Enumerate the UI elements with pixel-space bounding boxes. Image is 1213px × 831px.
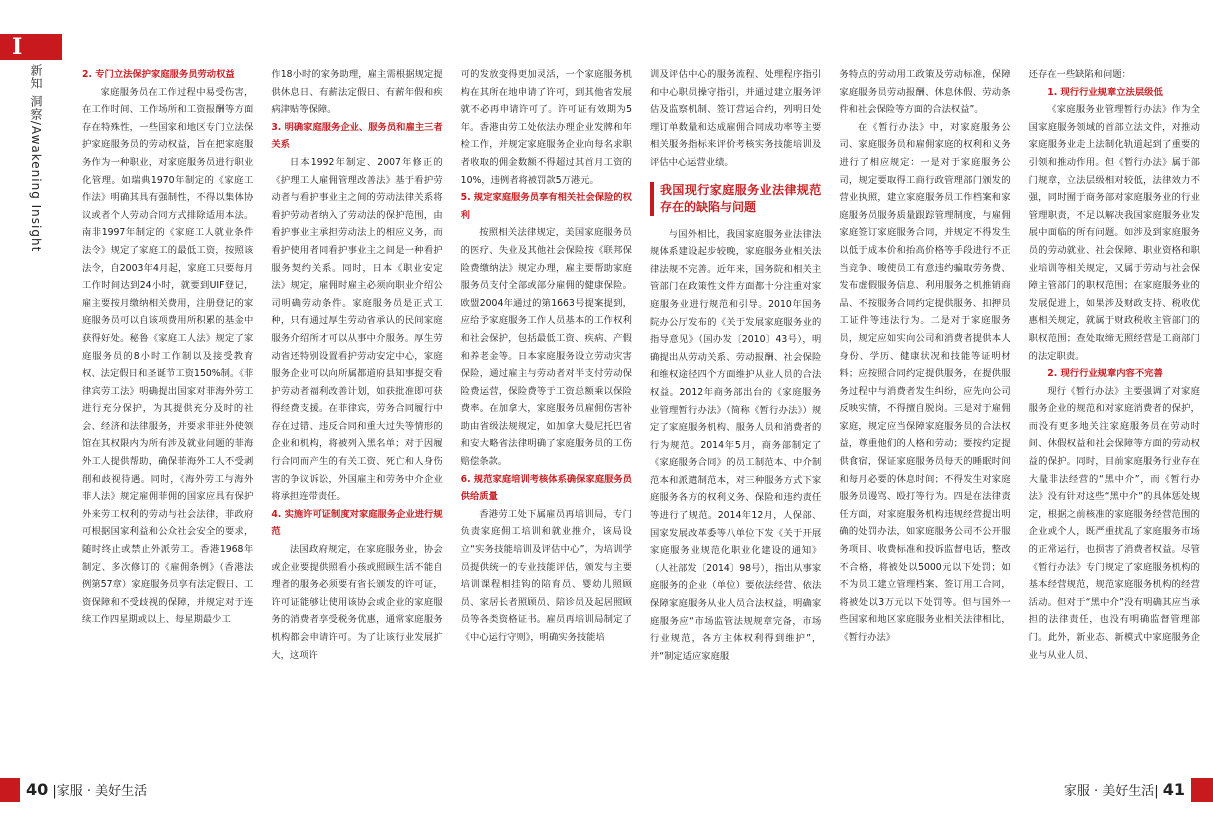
subheading: 5. 规定家庭服务员享有相关社会保险的权利 — [460, 192, 632, 221]
page-footer — [0, 778, 1213, 808]
paragraph: 与国外相比，我国家庭服务业法律法规体系建设起步较晚，家庭服务业相关法律法规不完善。近年来，国务院和相关主管部门在政策性文件方面都十分注重对家庭服务业进行规范和引导。2010年国务院办公厅发布的《关于发展家庭服务业的指导意见》（国办发〔2010〕43号），明确提出从劳动关系、劳动报酬、社会保险和维权途径四个方面维护从业人员的合法权益。2012年商务部出台的《家庭服务业管理暂行办法》（简称《暂行办法》）规定了家庭服务机构、服务人员和消费者的行为规范。2014年5月，商务部制定了《家庭服务合同》的员工制范本、中介制范本和派遣制范本，对三种服务方式下家庭服务各方的权利义务、保险和违约责任等进行了规范。2014年12月，人保部、国家发展改革委等八单位下发《关于开展家庭服务业规范化职业化建设的通知》（人社部发〔2014〕98号），指出从事家庭服务的企业（单位）要依法经营、依法保障家庭服务从业人员合法权益，明确家庭服务应“市场监管法规规章完备，市场行业规范，各方主体权利得到维护”，并“制定适应家庭服 — [649, 228, 822, 662]
paragraph: 《家庭服务业管理暂行办法》作为全国家庭服务领域的首部立法文件，对推动家庭服务业走上法制化轨道起到了重要的引领和推动作用。但《暂行办法》属于部门规章，立法层级相对较低，法律效力不强，同时囿于商务部对家庭服务业的行业管理职责，不足以解决我国家庭服务业发展中面临的所有问题。如涉及到家庭服务员的劳动就业、社会保障、职业资格和职业培训等相关规定，又属于劳动与社会保障主管部门的职权范围；在家庭服务业的发展促进上，如果涉及财政支持、税收优惠相关规定，就属于财政税收主管部门的职权范围；查处取缔无照经营是工商部门的法定职责。 — [1028, 104, 1200, 362]
article-body — [82, 66, 1200, 774]
paragraph: 还存在一些缺陷和问题： — [1028, 69, 1131, 80]
subheading: 4. 实施许可证制度对家庭服务企业进行规范 — [271, 508, 443, 538]
subheading: 6. 规范家庭培训考核体系确保家庭服务员供给质量 — [460, 473, 632, 503]
paragraph: 法国政府规定，在家庭服务业，协会或企业要提供照看小孩或照顾生活不能自理者的服务必须要有省长颁发的许可证，许可证能够让使用该协会或企业的家庭服务的消费者享受税务优惠，通常家庭服务机构都会申请许可。为了让该行业发展扩大，这项许 — [271, 544, 443, 661]
paragraph: 日本1992年制定、2007年修正的《护理工人雇佣管理改善法》基于看护劳动者与看护事业主之间的劳动法律关系将看护劳动者纳入了劳动法的保护范围，由看护事业主承担劳动法上的相应义务，而看护使用者同看护事业主之间是一种看护服务契约关系。同时，日本《职业安定法》规定，雇佣时雇主必须向职业介绍公司明确劳动条件。家庭服务员是正式工种，只有通过厚生劳动省承认的民间家庭服务介绍所才可以从事中介服务。厚生劳动省还特别设置看护劳动安定中心，家庭服务企业可以向所属都道府县知事提交看护劳动者福利改善计划，如获批准即可获得经费支援。在菲律宾，劳务合同履行中存在过错、违反合同和重大过失等情形的企业和机构，将被列入黑名单；对于因履行合同而产生的有关工资、死亡和人身伤害的争议诉讼，外国雇主和劳务中介企业将承担连带责任。 — [271, 156, 443, 503]
text-column — [1029, 66, 1200, 774]
section-heading: 我国现行家庭服务业法律规范存在的缺陷与问题 — [650, 182, 821, 216]
page-number-right: 41 — [1162, 780, 1185, 799]
running-title-left: |家服 · 美好生活 — [52, 784, 148, 799]
paragraph: 家庭服务员在工作过程中易受伤害，在工作时间、工作场所和工资报酬等方面存在特殊性，一些国家和地区专门立法保护家庭服务员的劳动权益，旨在把家庭服务作为一种职业，对家庭服务员进行职业化管理。如瑞典1970年制定的《家庭工作法》明确其具有强制性，不得以集体协议或者个人劳动合同方式排除适用本法。南非1997年制定的《家庭工人就业条件法令》规定了家庭工的最低工资，按照该法令，自2003年4月起，家庭工只要每月工作时间达到24小时，就要到UIF登记，雇主要按月缴纳相关费用，注册登记的家庭服务员可以自该项费用所积累的基金中获得好处。秘鲁《家庭工人法》规定了家庭服务员的8小时工作制以及接受教育权、法定假日和圣诞节工资150%制。《菲律宾劳工法》明确提出国家对菲海外劳工进行充分保护，为其提供充分及时的社会、经济和法律服务，并要求菲驻外使领馆在其权限内为所有涉及就业问题的菲海外工人提供帮助，确保菲海外工人不受剥削和歧视待遇。同时，《海外劳工与海外菲人法》规定雇佣菲佣的国家应具有保护外来劳工权利的劳动与社会法律，菲政府可根据国家利益和公众社会安全的要求，随时终止或禁止外派劳工。香港1968年制定、多次修订的《雇佣条例》（香港法例第57章）家庭服务员享有法定假日、工资保障和不受歧视的保障，并规定对于连续工作四星期或以上、每星期最少工 — [82, 86, 254, 626]
subheading: 2. 专门立法保护家庭服务员劳动权益 — [82, 69, 235, 80]
section-marker: I — [0, 34, 62, 60]
text-column — [271, 66, 442, 774]
paragraph: 务特点的劳动用工政策及劳动标准，保障家庭服务员劳动报酬、休息休假、劳动条件和社会保险等方面的合法权益”。 — [839, 69, 1011, 116]
paragraph: 作18小时的家务助理，雇主需根据规定提供休息日、有薪法定假日、有薪年假和疾病津贴等保障。 — [271, 69, 443, 116]
paragraph: 现行《暂行办法》主要强调了对家庭服务企业的规范和对家庭消费者的保护，而没有更多地关注家庭服务员在劳动时间、休假权益和社会保障等方面的劳动权益的保护。同时，目前家庭服务行业存在大量非法经营的“黑中介”，而《暂行办法》没有针对这些“黑中介”的具体惩处规定，根据之前核准的家庭服务经营范围的企业或个人，既严重扰乱了家庭服务市场的正常运行，也损害了消费者权益。尽管《暂行办法》专门规定了家庭服务机构的基本经营规范，规范家庭服务机构的经营活动。但对于“黑中介”没有明确其应当承担的法律责任，也没有明确监督管理部门。此外，新业态、新模式中家庭服务企业与从业人员、 — [1028, 385, 1200, 661]
running-title-right: 家服 · 美好生活| — [1063, 784, 1159, 799]
page-number-left: 40 — [26, 780, 49, 799]
paragraph: 按照相关法律规定，美国家庭服务员的医疗、失业及其他社会保险按《联邦保险费缴纳法》规定办理，雇主要帮助家庭服务员支付全部或部分雇佣的健康保险。欧盟2004年通过的第1663号提案提到，应给予家庭服务工作人员基本的工作权利和社会保护，包括最低工资、疾病、产假和养老金等。日本家庭服务设立劳动灾害保险，通过雇主与劳动者对半支付劳动保险费运营，保险费等于工资总额乘以保险费率。在加拿大，家庭服务员雇佣伤害补助由省级法规规定，如加拿大曼尼托巴省和安大略省法律明确了家庭服务员的工伤赔偿条款。 — [460, 227, 632, 468]
text-column — [650, 66, 821, 774]
subheading: 2. 现行行业规章内容不完善 — [1047, 368, 1163, 380]
paragraph: 在《暂行办法》中，对家庭服务公司、家庭服务员和雇佣家庭的权利和义务进行了相应规定：一是对于家庭服务公司，规定要取得工商行政管理部门颁发的营业执照，建立家庭服务员工作档案和家庭服务员服务质量跟踪管理制度，与雇佣家庭签订家庭服务合同，并规定不得发生以低于成本价和抬高价格等手段进行不正当竞争、唆使员工有意违约骗取劳务费、发布虚假服务信息、利用服务之机推销商品、不按服务合同约定提供服务、扣押员工证件等违法行为。二是对于家庭服务员，规定应如实向公司和消费者提供本人身份、学历、健康状况和技能等证明材料；应按照合同约定提供服务，在提供服务过程中与消费者发生纠纷，应先向公司反映实情，不得擅自脱岗。三是对于雇佣家庭，规定应当保障家庭服务员的合法权益，尊重他们的人格和劳动；要按约定提供食宿，保证家庭服务员每天的睡眠时间和每月必要的休息时间；不得发生对家庭服务员谩骂、殴打等行为。四是在法律责任方面，对家庭服务机构违规经营提出明确的处罚办法，如家庭服务公司不公开服务项目、收费标准和投诉监督电话，整改不合格，将被处以5000元以下处罚；如不为员工建立管理档案、签订用工合同，将被处以3万元以下处罚等。但与国外一些国家和地区家庭服务业相关法律相比，《暂行办法》 — [839, 121, 1011, 643]
text-column — [82, 66, 253, 774]
paragraph: 可的发放变得更加灵活，一个家庭服务机构在其所在地申请了许可，到其他省发展就不必再申请许可了。许可证有效期为5年。香港由劳工处依法办理企业发牌和年检工作，并规定家庭服务企业向每名求职者收取的佣金数额不得超过其首月工资的10%，违例者将被罚款5万港元。 — [460, 69, 632, 186]
text-column — [839, 66, 1010, 774]
footer-left — [26, 778, 147, 804]
footer-right — [1064, 778, 1185, 804]
subheading: 1. 现行行业规章立法层级低 — [1047, 86, 1163, 98]
subheading: 3. 明确家庭服务企业、服务员和雇主三者关系 — [271, 121, 443, 151]
section-label: 新知 洞察/Awakening Insight — [29, 64, 43, 253]
paragraph: 香港劳工处下属雇员再培训局，专门负责家庭佣工培训和就业推介，该局设立“实务技能培训及评估中心”，为培训学员提供统一的专业技能评估，颁发与主要培训课程相挂钩的陪育员、婴幼儿照顾员、家居长者照顾员、陪诊员及起居照顾员等各类资格证书。雇员再培训局制定了《中心运行守则》，明确实务技能培 — [460, 508, 632, 643]
text-column — [461, 66, 632, 774]
footer-accent-right — [1191, 778, 1213, 802]
paragraph: 训及评估中心的服务流程、处理程序指引和中心职员操守指引，并通过建立服务评估及监察机制、签订营运合约，列明日处理订单数量和达成雇佣合同成功率等主要相关服务指标来评价考核实务技能培训及评估中心运营业绩。 — [649, 69, 822, 168]
footer-accent-left — [0, 778, 20, 802]
